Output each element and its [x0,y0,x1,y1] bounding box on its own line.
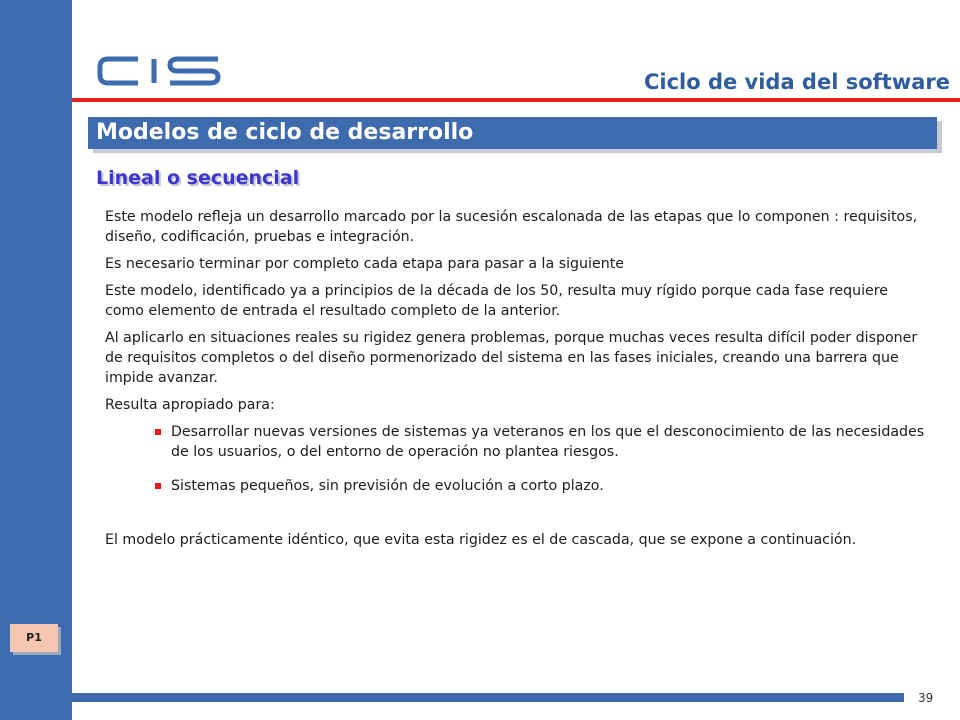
bullet-item [155,476,925,496]
paragraph: Resulta apropiado para: [105,397,275,413]
header-divider [72,98,960,102]
paragraph: Este modelo refleja un desarrollo marcado por la sucesión escalonada de las etapas que lo componen : requisitos, diseño, codificación, pruebas e integración. [105,209,918,245]
square-bullet-icon [155,483,161,489]
paragraph: Al aplicarlo en situaciones reales su rigidez genera problemas, porque muchas veces resulta difícil poder disponer de requisitos completos o del diseño pormenorizado del sistema en las fases iniciales, creando una barrera que impide avanzar. [105,330,918,386]
bullet-text: Desarrollar nuevas versiones de sistemas ya veteranos en los que el desconocimiento de las necesidades de los usuarios, o del entorno de operación no plantea riesgos. [171,424,925,460]
paragraph: Es necesario terminar por completo cada etapa para pasar a la siguiente [105,256,624,272]
left-sidebar-bar [0,0,72,720]
bullet-item [155,422,925,462]
slide-body [105,207,925,557]
closing-paragraph: El modelo prácticamente idéntico, que evita esta rigidez es el de cascada, que se expone a continuación. [105,532,857,548]
footer-bar [72,693,904,702]
p1-badge[interactable]: P1 [10,624,58,652]
square-bullet-icon [155,429,161,435]
cis-logo [96,54,224,88]
bullet-list [105,422,925,496]
topic-subtitle: Lineal o secuencial [96,167,300,189]
page-number: 39 [918,691,934,705]
paragraph: Este modelo, identificado ya a principios de la década de los 50, resulta muy rígido porque cada fase requiere como elemento de entrada el resultado completo de la anterior. [105,283,889,319]
bullet-text: Sistemas pequeños, sin previsión de evolución a corto plazo. [171,478,604,494]
presentation-title: Ciclo de vida del software [643,70,950,94]
section-header: Modelos de ciclo de desarrollo [88,117,937,149]
